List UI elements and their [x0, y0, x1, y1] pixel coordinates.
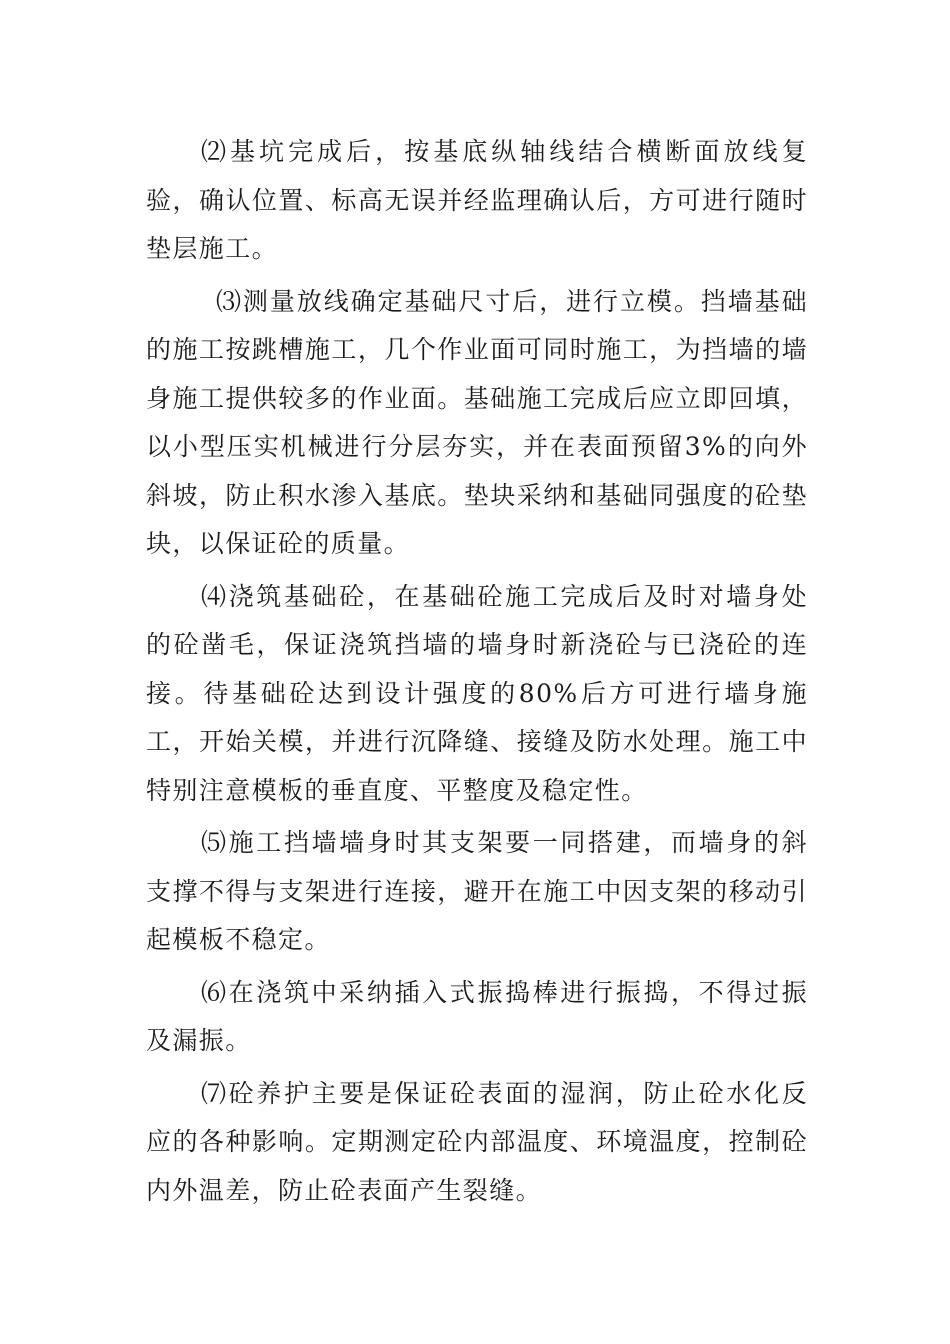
paragraph-2: ⑵基坑完成后，按基底纵轴线结合横断面放线复验，确认位置、标高无误并经监理确认后，方可进行随时垫层施工。	[146, 137, 808, 263]
document-body	[146, 128, 808, 1219]
paragraph-4: ⑷浇筑基础砼，在基础砼施工完成后及时对墙身处的砼凿毛，保证浇筑挡墙的墙身时新浇砼与已浇砼的连接。待基础砼达到设计强度的80%后方可进行墙身施工，开始关模，并进行沉降缝、接缝及防水处理。施工中特别注意模板的垂直度、平整度及稳定性。	[146, 581, 808, 805]
paragraph-3: ⑶测量放线确定基础尺寸后，进行立模。挡墙基础的施工按跳槽施工，几个作业面可同时施工，为挡墙的墙身施工提供较多的作业面。基础施工完成后应立即回填，以小型压实机械进行分层夯实，并在表面预留3%的向外斜坡，防止积水渗入基底。垫块采纳和基础同强度的砼垫块，以保证砼的质量。	[146, 286, 808, 558]
paragraph-7: ⑺砼养护主要是保证砼表面的湿润，防止砼水化反应的各种影响。定期测定砼内部温度、环境温度，控制砼内外温差，防止砼表面产生裂缝。	[146, 1078, 808, 1205]
paragraph-5: ⑸施工挡墙墙身时其支架要一同搭建，而墙身的斜支撑不得与支架进行连接，避开在施工中因支架的移动引起模板不稳定。	[146, 828, 808, 954]
paragraph-6: ⑹在浇筑中采纳插入式振捣棒进行振捣，不得过振及漏振。	[146, 977, 808, 1055]
